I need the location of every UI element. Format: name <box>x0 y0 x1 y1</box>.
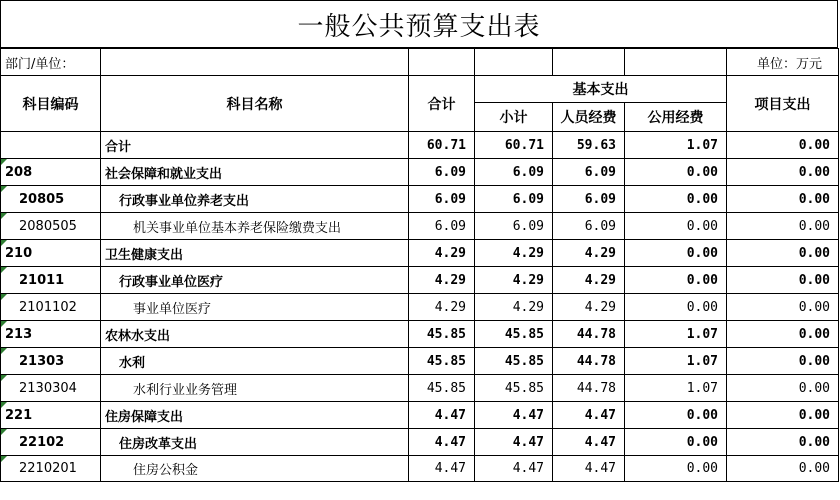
row-subtotal-cell[interactable]: 45.85 <box>475 321 553 348</box>
row-personnel-cell[interactable]: 4.29 <box>553 294 625 321</box>
row-public-cell[interactable]: 0.00 <box>625 456 727 482</box>
row-code-text: 208 <box>5 164 33 180</box>
row-code-text: 21303 <box>19 353 65 369</box>
table-row <box>1 348 839 375</box>
row-personnel-cell[interactable]: 4.47 <box>553 402 625 429</box>
row-subtotal-cell[interactable]: 4.47 <box>475 429 553 456</box>
budget-table <box>0 48 839 482</box>
row-code-cell[interactable] <box>1 186 101 213</box>
row-subtotal-cell[interactable]: 4.47 <box>475 456 553 482</box>
row-personnel-cell[interactable]: 44.78 <box>553 321 625 348</box>
empty-cell <box>409 49 475 76</box>
row-total-cell[interactable]: 4.29 <box>409 267 475 294</box>
row-code-text: 21011 <box>19 272 65 288</box>
row-project-cell[interactable]: 0.00 <box>727 321 839 348</box>
row-project-cell[interactable]: 0.00 <box>727 402 839 429</box>
row-code-cell[interactable] <box>1 213 101 240</box>
row-subtotal-cell[interactable]: 45.85 <box>475 375 553 402</box>
header-row-1 <box>1 76 839 103</box>
row-name-cell[interactable]: 住房保障支出 <box>101 402 409 429</box>
row-total-cell[interactable]: 4.47 <box>409 402 475 429</box>
cell-error-marker <box>1 375 7 381</box>
cell-error-marker <box>1 429 7 435</box>
row-public-cell[interactable]: 1.07 <box>625 348 727 375</box>
sheet-title: 一般公共预算支出表 <box>0 0 838 48</box>
table-row <box>1 186 839 213</box>
row-subtotal-cell[interactable]: 4.29 <box>475 267 553 294</box>
row-subtotal-cell[interactable]: 4.47 <box>475 402 553 429</box>
row-personnel-cell[interactable]: 59.63 <box>553 132 625 159</box>
empty-cell <box>625 49 727 76</box>
row-code-text: 20805 <box>19 191 65 207</box>
row-personnel-cell[interactable]: 4.47 <box>553 429 625 456</box>
row-code-text: 22102 <box>19 434 65 450</box>
row-code-text: 210 <box>5 245 33 261</box>
cell-error-marker <box>1 402 7 408</box>
row-public-cell[interactable]: 0.00 <box>625 213 727 240</box>
header-project: 项目支出 <box>727 76 839 132</box>
row-code-cell[interactable] <box>1 456 101 482</box>
table-row <box>1 159 839 186</box>
row-code-text: 2101102 <box>19 299 77 315</box>
row-code-cell[interactable] <box>1 159 101 186</box>
header-personnel: 人员经费 <box>553 103 625 132</box>
row-subtotal-cell[interactable]: 60.71 <box>475 132 553 159</box>
header-subtotal: 小计 <box>475 103 553 132</box>
cell-error-marker <box>1 159 7 165</box>
row-personnel-cell[interactable]: 44.78 <box>553 348 625 375</box>
row-name-cell[interactable]: 社会保障和就业支出 <box>101 159 409 186</box>
row-personnel-cell[interactable]: 4.47 <box>553 456 625 482</box>
row-code-cell[interactable] <box>1 321 101 348</box>
header-total: 合计 <box>409 76 475 132</box>
cell-error-marker <box>1 456 7 462</box>
table-row <box>1 213 839 240</box>
cell-error-marker <box>1 267 7 273</box>
row-public-cell[interactable]: 1.07 <box>625 132 727 159</box>
row-code-text: 2080505 <box>19 218 77 234</box>
row-name-cell[interactable]: 水利 <box>101 348 409 375</box>
cell-error-marker <box>1 321 7 327</box>
table-row <box>1 240 839 267</box>
row-public-cell[interactable]: 0.00 <box>625 186 727 213</box>
table-row <box>1 267 839 294</box>
row-code-text: 213 <box>5 326 33 342</box>
row-total-cell[interactable]: 45.85 <box>409 321 475 348</box>
row-name-cell[interactable]: 水利行业业务管理 <box>101 375 409 402</box>
unit-label: 单位：万元 <box>727 49 839 76</box>
table-row <box>1 321 839 348</box>
cell-error-marker <box>1 294 7 300</box>
row-project-cell[interactable]: 0.00 <box>727 159 839 186</box>
row-name-cell[interactable]: 机关事业单位基本养老保险缴费支出 <box>101 213 409 240</box>
row-code-text: 2130304 <box>19 380 77 396</box>
cell-error-marker <box>1 186 7 192</box>
row-total-cell[interactable]: 60.71 <box>409 132 475 159</box>
table-row <box>1 402 839 429</box>
row-code-cell[interactable] <box>1 402 101 429</box>
cell-error-marker <box>1 240 7 246</box>
dept-row <box>1 49 839 76</box>
row-code-cell[interactable] <box>1 267 101 294</box>
row-public-cell[interactable]: 0.00 <box>625 429 727 456</box>
row-public-cell[interactable]: 0.00 <box>625 294 727 321</box>
row-code-cell[interactable] <box>1 294 101 321</box>
row-total-cell[interactable]: 4.29 <box>409 240 475 267</box>
row-project-cell[interactable]: 0.00 <box>727 456 839 482</box>
row-code-cell[interactable] <box>1 240 101 267</box>
row-subtotal-cell[interactable]: 4.29 <box>475 240 553 267</box>
row-name-cell[interactable]: 卫生健康支出 <box>101 240 409 267</box>
row-personnel-cell[interactable]: 4.29 <box>553 240 625 267</box>
row-public-cell[interactable]: 0.00 <box>625 159 727 186</box>
row-subtotal-cell[interactable]: 6.09 <box>475 159 553 186</box>
table-row <box>1 375 839 402</box>
row-total-cell[interactable]: 6.09 <box>409 159 475 186</box>
row-total-cell[interactable]: 4.47 <box>409 456 475 482</box>
header-code: 科目编码 <box>1 76 101 132</box>
row-project-cell[interactable]: 0.00 <box>727 294 839 321</box>
row-name-cell[interactable]: 住房公积金 <box>101 456 409 482</box>
row-public-cell[interactable]: 1.07 <box>625 375 727 402</box>
row-project-cell[interactable]: 0.00 <box>727 186 839 213</box>
row-total-cell[interactable]: 6.09 <box>409 186 475 213</box>
row-public-cell[interactable]: 0.00 <box>625 267 727 294</box>
row-subtotal-cell[interactable]: 45.85 <box>475 348 553 375</box>
row-name-cell[interactable]: 行政事业单位养老支出 <box>101 186 409 213</box>
row-name-cell[interactable]: 住房改革支出 <box>101 429 409 456</box>
empty-cell <box>475 49 553 76</box>
row-personnel-cell[interactable]: 6.09 <box>553 159 625 186</box>
row-code-cell[interactable] <box>1 132 101 159</box>
row-code-cell[interactable] <box>1 375 101 402</box>
empty-cell <box>553 49 625 76</box>
row-code-cell[interactable] <box>1 429 101 456</box>
row-public-cell[interactable]: 0.00 <box>625 402 727 429</box>
row-project-cell[interactable]: 0.00 <box>727 132 839 159</box>
row-total-cell[interactable]: 6.09 <box>409 213 475 240</box>
dept-value-cell[interactable] <box>101 49 409 76</box>
row-code-text: 2210201 <box>19 461 77 476</box>
row-project-cell[interactable]: 0.00 <box>727 429 839 456</box>
row-subtotal-cell[interactable]: 4.29 <box>475 294 553 321</box>
row-total-cell[interactable]: 45.85 <box>409 375 475 402</box>
row-total-cell[interactable]: 4.29 <box>409 294 475 321</box>
row-subtotal-cell[interactable]: 6.09 <box>475 186 553 213</box>
row-personnel-cell[interactable]: 6.09 <box>553 186 625 213</box>
row-project-cell[interactable]: 0.00 <box>727 240 839 267</box>
row-project-cell[interactable]: 0.00 <box>727 375 839 402</box>
row-name-cell[interactable]: 事业单位医疗 <box>101 294 409 321</box>
row-personnel-cell[interactable]: 4.29 <box>553 267 625 294</box>
row-project-cell[interactable]: 0.00 <box>727 267 839 294</box>
table-row <box>1 429 839 456</box>
row-name-cell[interactable]: 合计 <box>101 132 409 159</box>
row-name-cell[interactable]: 行政事业单位医疗 <box>101 267 409 294</box>
row-code-text: 221 <box>5 407 33 423</box>
row-code-cell[interactable] <box>1 348 101 375</box>
row-subtotal-cell[interactable]: 6.09 <box>475 213 553 240</box>
row-project-cell[interactable]: 0.00 <box>727 213 839 240</box>
dept-label: 部门/单位： <box>1 49 101 76</box>
row-total-cell[interactable]: 45.85 <box>409 348 475 375</box>
table-row <box>1 132 839 159</box>
row-personnel-cell[interactable]: 6.09 <box>553 213 625 240</box>
table-row <box>1 294 839 321</box>
header-name: 科目名称 <box>101 76 409 132</box>
header-public: 公用经费 <box>625 103 727 132</box>
row-project-cell[interactable]: 0.00 <box>727 348 839 375</box>
cell-error-marker <box>1 213 7 219</box>
header-basic: 基本支出 <box>475 76 727 103</box>
row-personnel-cell[interactable]: 44.78 <box>553 375 625 402</box>
table-row <box>1 456 839 482</box>
row-public-cell[interactable]: 0.00 <box>625 240 727 267</box>
cell-error-marker <box>1 348 7 354</box>
row-name-cell[interactable]: 农林水支出 <box>101 321 409 348</box>
row-total-cell[interactable]: 4.47 <box>409 429 475 456</box>
row-public-cell[interactable]: 1.07 <box>625 321 727 348</box>
